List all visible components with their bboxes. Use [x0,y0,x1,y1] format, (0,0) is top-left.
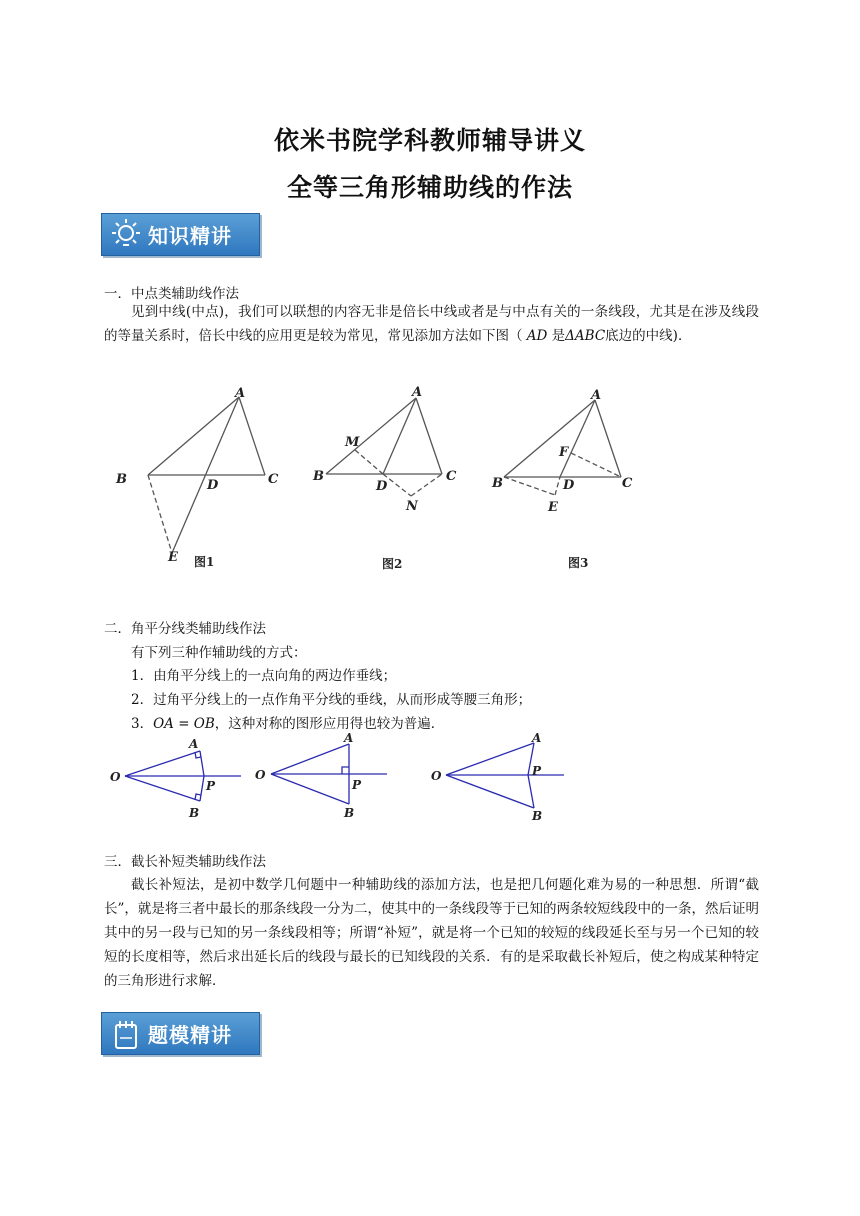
section1-paragraph [104,300,759,348]
bisector3-label-a: A [532,731,542,745]
fig3-label-d: D [563,478,575,493]
section2-item1: 1．由角平分线上的一点向角的两边作垂线； [131,668,397,684]
figure-1 [110,385,290,575]
fig2-label-n: N [406,499,418,514]
notebook-icon [108,1016,144,1052]
bisector1-label-p: P [206,779,216,793]
section2-heading: 二．角平分线类辅助线作法 [104,621,266,637]
section1-heading: 一．中点类辅助线作法 [104,286,239,302]
fig2-label-d: D [376,479,388,494]
bisector2-label-p: P [352,778,362,792]
fig1-label-c: C [268,472,279,487]
fig3-label-f: F [559,445,569,460]
math-ad: AD [526,328,548,344]
knowledge-banner [101,213,260,256]
bisector-figure-1 [105,735,250,825]
page-title: 依米书院学科教师辅导讲义 [273,126,586,155]
fig1-label-e: E [168,550,178,565]
fig1-caption: 图1 [194,555,215,569]
section1-text-c: 底边的中线)． [605,328,692,344]
section3-heading: 三．截长补短类辅助线作法 [104,854,266,870]
fig1-label-d: D [207,478,219,493]
fig3-label-c: C [622,476,633,491]
section1-text-a: 见到中线(中点)，我们可以联想的内容无非是倍长中线或者是与中点有关的一条线段，尤其是在涉及线段的等量关系时，倍长中线的应用更是较为常见，常见添加方法如下图（ [104,304,759,344]
bisector1-label-b: B [189,806,200,820]
section2-intro: 有下列三种作辅助线的方式： [131,645,307,661]
problems-banner [101,1012,260,1055]
math-abc: ΔABC [565,328,606,344]
item3-text: ，这种对称的图形应用得也较为普遍． [214,716,445,732]
bisector1-label-a: A [189,737,199,751]
problems-banner-label: 题模精讲 [148,1023,232,1047]
fig3-label-b: B [492,476,503,491]
bisector-figure-2 [255,730,395,825]
bisector1-label-o: O [110,770,121,784]
knowledge-banner-label: 知识精讲 [148,224,232,248]
section2-item3 [131,712,444,732]
figure-2 [310,380,470,575]
item3-prefix: 3． [131,716,154,732]
fig2-label-m: M [345,435,360,450]
figure-3 [488,385,648,575]
bisector2-label-a: A [344,731,354,745]
fig1-label-b: B [116,472,127,487]
bisector2-label-b: B [344,806,355,820]
fig2-caption: 图2 [382,557,403,571]
bisector3-label-p: P [532,764,542,778]
bisector3-label-o: O [431,769,442,783]
bisector-figure-3 [428,730,568,825]
page-subtitle: 全等三角形辅助线的作法 [286,173,573,202]
bisector3-label-b: B [532,809,543,823]
section1-text-b: 是 [547,328,566,344]
fig2-label-b: B [313,469,324,484]
fig2-label-c: C [446,469,457,484]
lightbulb-icon [108,217,144,251]
fig3-label-e: E [548,500,558,515]
fig2-label-a: A [412,385,423,400]
section2-item2: 2．过角平分线上的一点作角平分线的垂线，从而形成等腰三角形； [131,692,532,708]
bisector2-label-o: O [255,768,266,782]
section3-paragraph: 截长补短法，是初中数学几何题中一种辅助线的添加方法，也是把几何题化难为易的一种思想．所谓“截长”，就是将三者中最长的那条线段一分为二，使其中的一条线段等于已知的两条较短线段中的一条，然后证明其中的另一段与已知的另一条线段相等；所谓“补短”，就是将一个已知的较短的线段延长至与另一个已知的较短的长度相等，然后求出延长后的线段与最长的已知线段的关系．有的是采取截长补短后，使之构成某种特定的三角形进行求解． [104,877,759,989]
fig1-label-a: A [235,386,246,401]
math-oa-ob: OA = OB [153,716,215,732]
fig3-label-a: A [591,388,602,403]
fig3-caption: 图3 [568,556,589,570]
